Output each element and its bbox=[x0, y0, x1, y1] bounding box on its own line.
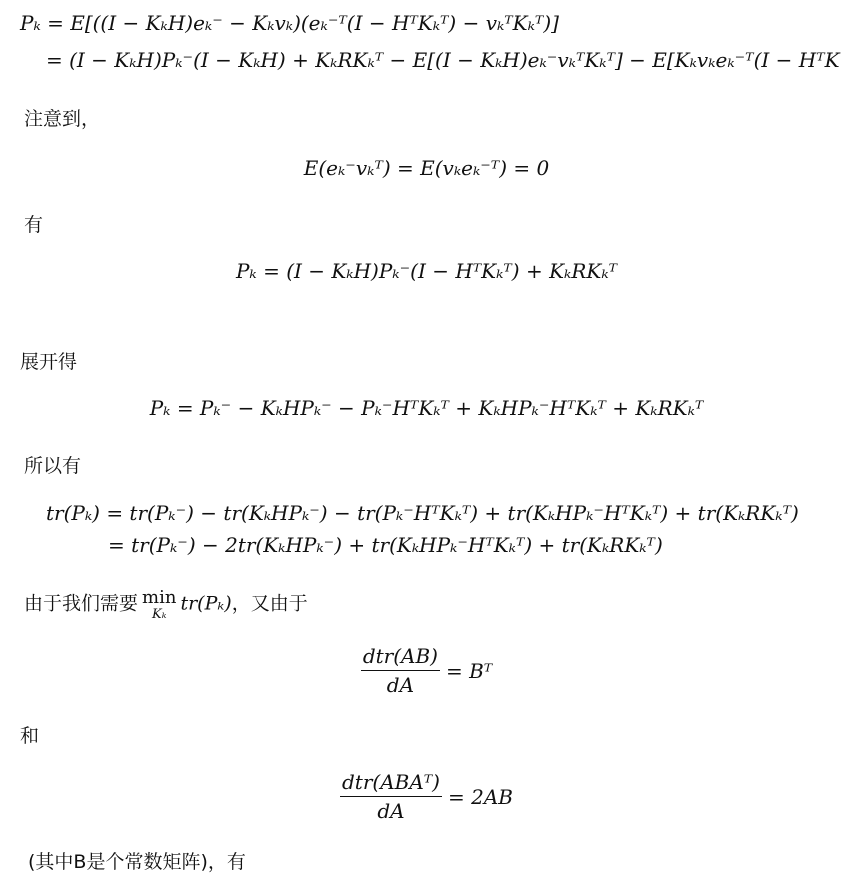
equation-expectation-zero: E(eₖ⁻vₖᵀ) = E(vₖeₖ⁻ᵀ) = 0 bbox=[303, 156, 550, 180]
equation-pk-definition: Pₖ = E[((I − KₖH)eₖ⁻ − Kₖvₖ)(eₖ⁻ᵀ(I − HᵀKₖᵀ) − vₖᵀKₖᵀ)] bbox=[20, 11, 559, 35]
fraction-rhs: = Bᵀ bbox=[445, 658, 493, 683]
fraction-rhs: = 2AB bbox=[448, 784, 513, 809]
fraction-dtr-ab bbox=[361, 642, 440, 699]
text-since-line bbox=[24, 588, 308, 622]
equation-trace-pk-simplified: = tr(Pₖ⁻) − 2tr(KₖHPₖ⁻) + tr(KₖHPₖ⁻HᵀKₖᵀ) + tr(KₖRKₖᵀ) bbox=[108, 533, 663, 557]
text-expand: 展开得 bbox=[20, 351, 78, 373]
text-note: 注意到， bbox=[24, 108, 101, 130]
min-expression: tr(Pₖ) bbox=[180, 592, 232, 615]
text-you: 有 bbox=[24, 214, 44, 236]
fraction-dtr-aba bbox=[340, 768, 442, 825]
fraction-numerator: dtr(ABAᵀ) bbox=[340, 768, 442, 797]
equation-pk-simplified: Pₖ = (I − KₖH)Pₖ⁻(I − HᵀKₖᵀ) + KₖRKₖᵀ bbox=[235, 259, 618, 283]
equation-pk-expanded: Pₖ = Pₖ⁻ − KₖHPₖ⁻ − Pₖ⁻HᵀKₖᵀ + KₖHPₖ⁻HᵀKₖᵀ + KₖRKₖᵀ bbox=[149, 396, 704, 420]
text-last: (其中B是个常数矩阵)，有 bbox=[28, 851, 246, 873]
text-since-b: ，又由于 bbox=[231, 592, 308, 615]
fraction-numerator: dtr(AB) bbox=[361, 642, 440, 671]
equation-pk-expansion: = (I − KₖH)Pₖ⁻(I − KₖH) + KₖRKₖᵀ − E[(I − KₖH)eₖ⁻vₖᵀKₖᵀ] − E[Kₖvₖeₖ⁻ᵀ(I − HᵀK bbox=[46, 48, 840, 72]
equation-derivative-ab bbox=[0, 642, 853, 699]
fraction-denominator: dA bbox=[377, 799, 405, 823]
text-so: 所以有 bbox=[24, 455, 82, 477]
equation-trace-pk: tr(Pₖ) = tr(Pₖ⁻) − tr(KₖHPₖ⁻) − tr(Pₖ⁻HᵀKₖᵀ) + tr(KₖHPₖ⁻HᵀKₖᵀ) + tr(KₖRKₖᵀ) bbox=[46, 501, 799, 525]
equation-derivative-aba bbox=[0, 768, 853, 825]
fraction-denominator: dA bbox=[386, 673, 415, 697]
text-since-a: 由于我们需要 bbox=[24, 592, 139, 615]
text-and: 和 bbox=[20, 725, 40, 747]
min-operator: min Kₖ bbox=[142, 587, 177, 622]
